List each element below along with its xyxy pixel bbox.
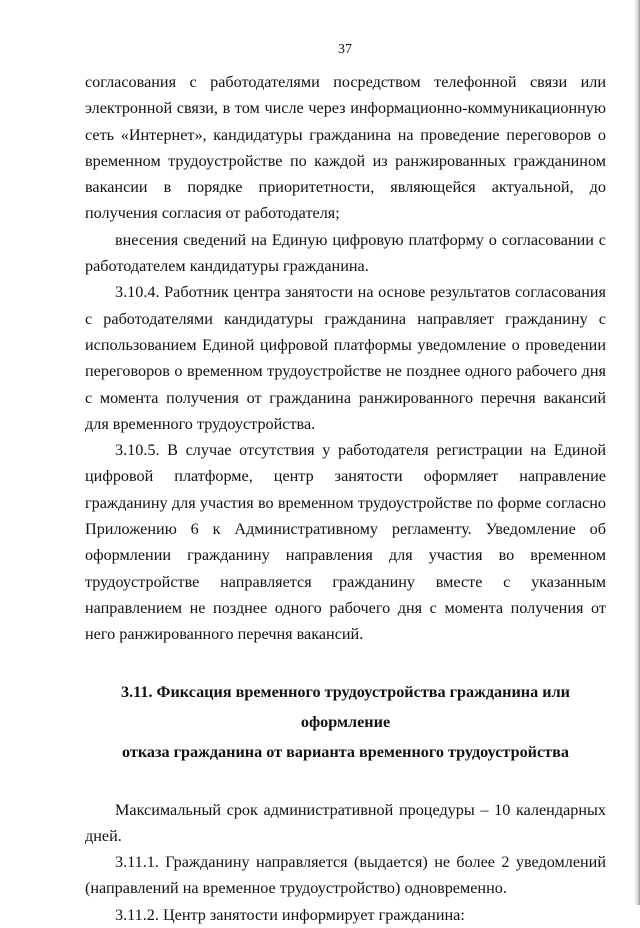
paragraph: внесения сведений на Единую цифровую платформу о согласовании с работодателем кандидатуры гражданина. <box>85 230 606 276</box>
paragraph-deadline: Максимальный срок административной процедуры – 10 календарных дней. <box>85 800 606 845</box>
page-edge-shadow <box>634 0 640 905</box>
page-number: 37 <box>338 42 352 57</box>
section-heading-line-2: отказа гражданина от варианта временного трудоустройства <box>122 742 569 761</box>
paragraph-3-10-4: 3.10.4. Работник центра занятости на основе результатов согласования с работодателями кандидатуры гражданина направляет гражданину с использованием Единой цифровой платформы уведомление о проведении переговоров о временном трудоустройстве не позднее одного рабочего дня с момента получения от гражданина ранжированного перечня вакансий для временного трудоустройства. <box>85 283 606 433</box>
paragraph-3-11-1: 3.11.1. Гражданину направляется (выдается) не более 2 уведомлений (направлений на временное трудоустройство) одновременно. <box>85 853 606 898</box>
section-heading <box>85 677 606 767</box>
paragraph-3-11-2: 3.11.2. Центр занятости информирует гражданина: <box>115 905 465 924</box>
document-body <box>85 69 606 928</box>
paragraph-continuation: согласования с работодателями посредством телефонной связи или электронной связи, в том числе через информационно-коммуникационную сеть «Интернет», кандидатуры гражданина на проведение переговоров о временном трудоустройстве по каждой из ранжированных гражданином вакансии в порядке приоритетности, являющейся актуальной, до получения согласия от работодателя; <box>85 73 606 223</box>
section-heading-line-1: 3.11. Фиксация временного трудоустройства гражданина или оформление <box>121 682 570 731</box>
paragraph-3-10-5: 3.10.5. В случае отсутствия у работодателя регистрации на Единой цифровой платформе, центр занятости оформляет направление гражданину для участия во временном трудоустройстве по форме согласно Приложению 6 к Административному регламенту. Уведомление об оформлении гражданину направления для участия во временном трудоустройстве направляется гражданину вместе с указанным направлением не позднее одного рабочего дня с момента получения от него ранжированного перечня вакансий. <box>85 441 606 644</box>
